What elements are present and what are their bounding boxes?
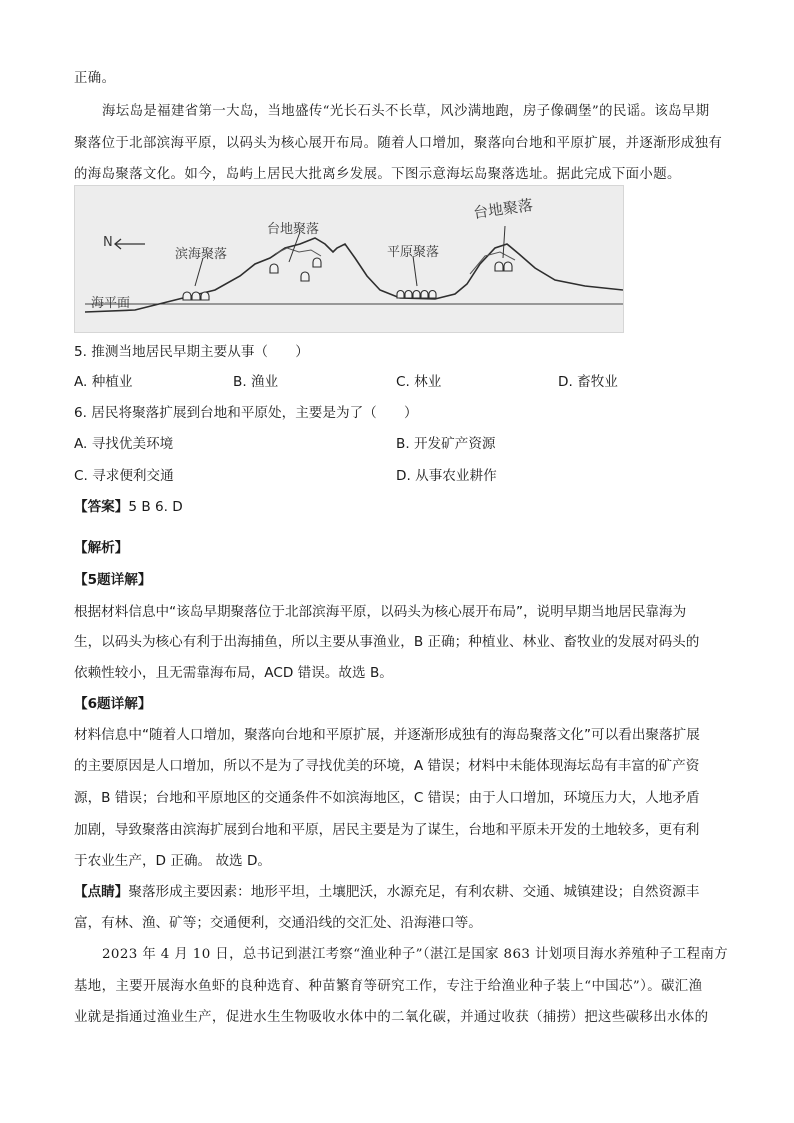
terrain-profile-drawing <box>75 186 623 332</box>
material-paragraph-line-2: 聚落位于北部滨海平原，以码头为核心展开布局。随着人口增加，聚落向台地和平原扩展，并逐渐形成独有 <box>74 136 723 151</box>
material-paragraph-line-3: 的海岛聚落文化。如今，岛屿上居民大批离乡发展。下图示意海坛岛聚落选址。据此完成下面小题。 <box>74 167 681 182</box>
question-6-option-c: C. 寻求便利交通 <box>74 468 174 484</box>
q5-detail-line-1: 根据材料信息中“该岛早期聚落位于北部滨海平原，以码头为核心展开布局”，说明早期当地居民靠海为 <box>74 604 687 620</box>
question-5-option-c: C. 林业 <box>396 374 442 390</box>
question-5-option-d: D. 畜牧业 <box>558 374 618 390</box>
coastal-settlement-houses-icon <box>183 292 209 300</box>
tip-line-2: 富，有林、渔、矿等；交通便利，交通沿线的交汇处、沿海港口等。 <box>74 915 482 931</box>
next-material-line-1: 2023 年 4 月 10 日，总书记到湛江考察“渔业种子”（湛江是国家 863 计划项目海水养殖种子工程南方 <box>102 947 729 962</box>
continued-text: 正确。 <box>74 71 116 86</box>
question-5-stem: 5. 推测当地居民早期主要从事（ ） <box>74 344 309 360</box>
next-material-line-3: 业就是指通过渔业生产，促进水生生物吸收水体中的二氧化碳，并通过收获（捕捞）把这些碳移出水体的 <box>74 1010 709 1025</box>
q5-detail-title: 【5题详解】 <box>74 572 152 588</box>
plain-settlement-houses-icon <box>397 291 436 299</box>
q6-detail-line-5: 于农业生产，D 正确。 故选 D。 <box>74 853 272 869</box>
question-5-option-b: B. 渔业 <box>233 374 279 390</box>
upland-settlement-houses-left-icon <box>270 258 321 281</box>
upland-settlement-right-label: 台地聚落 <box>472 195 535 223</box>
upland-settlement-houses-right-icon <box>495 262 512 271</box>
question-5-option-a: A. 种植业 <box>74 374 133 390</box>
q5-detail-line-3: 依赖性较小，且无需靠海布局，ACD 错误。故选 B。 <box>74 665 393 681</box>
question-6-option-d: D. 从事农业耕作 <box>396 468 497 484</box>
answer-value: 5 B 6. D <box>128 499 183 515</box>
q5-detail-line-2: 生，以码头为核心有利于出海捕鱼，所以主要从事渔业，B 正确；种植业、林业、畜牧业的发展对码头的 <box>74 634 700 650</box>
q6-detail-line-4: 加剧，导致聚落由滨海扩展到台地和平原，居民主要是为了谋生，台地和平原未开发的土地较多，更有利 <box>74 822 700 838</box>
q6-detail-line-1: 材料信息中“随着人口增加，聚落向台地和平原扩展，并逐渐形成独有的海岛聚落文化”可以看出聚落扩展 <box>74 727 700 743</box>
answer-tag: 【答案】 <box>74 499 129 515</box>
q6-detail-line-3: 源，B 错误；台地和平原地区的交通条件不如滨海地区，C 错误；由于人口增加，环境压力大，人地矛盾 <box>74 790 700 806</box>
coastal-settlement-label: 滨海聚落 <box>175 247 228 262</box>
terrain-outline <box>85 238 623 312</box>
analysis-tag: 【解析】 <box>74 540 129 556</box>
answer-line <box>74 495 183 515</box>
question-6-option-a: A. 寻找优美环境 <box>74 436 174 452</box>
settlement-site-figure <box>74 185 624 333</box>
next-material-line-2: 基地，主要开展海水鱼虾的良种选育、种苗繁育等研究工作，专注于给渔业种子装上“中国芯”）。碳汇渔 <box>74 979 703 994</box>
q6-detail-title: 【6题详解】 <box>74 696 152 712</box>
question-6-option-b: B. 开发矿产资源 <box>396 436 496 452</box>
question-6-stem: 6. 居民将聚落扩展到台地和平原处，主要是为了（ ） <box>74 405 418 421</box>
tip-line-1: 【点睛】聚落形成主要因素：地形平坦，土壤肥沃，水源充足，有利农耕、交通、城镇建设；自然资源丰 <box>74 884 700 900</box>
plain-settlement-label: 平原聚落 <box>387 245 440 260</box>
tip-tag: 【点睛】 <box>74 884 129 900</box>
north-label: N <box>103 235 113 250</box>
upland-settlement-left-label: 台地聚落 <box>267 222 320 237</box>
sea-level-label: 海平面 <box>91 296 131 311</box>
material-paragraph-line-1: 海坛岛是福建省第一大岛，当地盛传“光长石头不长草，风沙满地跑，房子像碉堡”的民谣。该岛早期 <box>102 104 710 119</box>
q6-detail-line-2: 的主要原因是人口增加，所以不是为了寻找优美的环境，A 错误；材料中未能体现海坛岛有丰富的矿产资 <box>74 758 700 774</box>
